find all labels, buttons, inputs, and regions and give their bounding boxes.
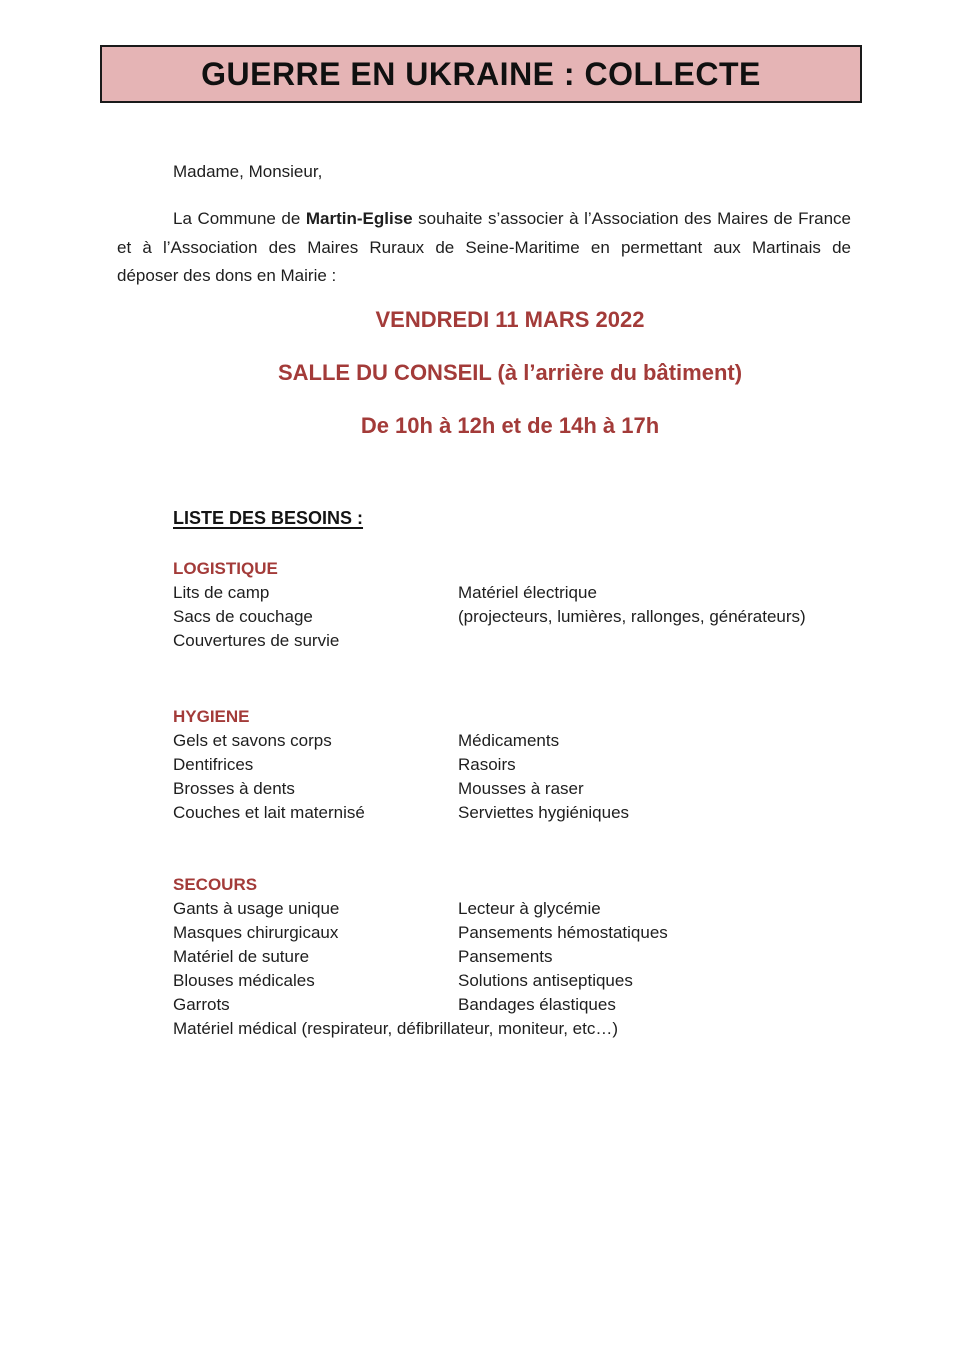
commune-name: Martin-Eglise	[305, 209, 413, 228]
section-secours-heading: SECOURS	[173, 875, 258, 894]
title-banner	[100, 45, 862, 103]
greeting-line: Madame, Monsieur,	[173, 162, 323, 181]
list-item: Couches et lait maternisé	[173, 803, 365, 822]
hygiene-column-2	[458, 729, 873, 825]
list-item: Sacs de couchage	[173, 607, 313, 626]
list-item: Lecteur à glycémie	[458, 899, 601, 918]
list-item-full-width: Matériel médical (respirateur, défibrillateur, moniteur, etc…)	[173, 1019, 619, 1038]
secours-column-2	[458, 897, 873, 1017]
section-logistique	[173, 558, 873, 653]
hygiene-column-1	[173, 729, 458, 825]
list-item: Dentifrices	[173, 755, 254, 774]
page-title: GUERRE EN UKRAINE : COLLECTE	[201, 55, 761, 92]
section-hygiene-heading: HYGIENE	[173, 707, 250, 726]
section-secours	[173, 874, 873, 1041]
list-item: Gants à usage unique	[173, 899, 340, 918]
intro-paragraph	[117, 205, 851, 291]
section-hygiene-columns	[173, 729, 873, 825]
list-item: Blouses médicales	[173, 971, 315, 990]
section-hygiene	[173, 706, 873, 825]
logistique-column-1	[173, 581, 458, 653]
intro-line-3: déposer des dons en Mairie :	[117, 266, 337, 285]
event-date: VENDREDI 11 MARS 2022	[375, 307, 645, 332]
needs-list-title: LISTE DES BESOINS :	[173, 508, 364, 528]
list-item: Solutions antiseptiques	[458, 971, 633, 990]
section-logistique-columns	[173, 581, 873, 653]
list-item: Médicaments	[458, 731, 560, 750]
list-item: Matériel électrique	[458, 583, 597, 602]
list-item: Pansements hémostatiques	[458, 923, 668, 942]
list-item: Rasoirs	[458, 755, 516, 774]
intro-text-after: souhaite s’associer à l’Association des Maires de France	[412, 209, 851, 228]
list-item: Garrots	[173, 995, 230, 1014]
event-location: SALLE DU CONSEIL (à l’arrière du bâtiment)	[277, 360, 743, 385]
intro-line-1	[117, 205, 851, 234]
list-item: Lits de camp	[173, 583, 270, 602]
logistique-column-2	[458, 581, 873, 629]
list-item: Matériel de suture	[173, 947, 310, 966]
list-item: (projecteurs, lumières, rallonges, générateurs)	[458, 607, 806, 626]
list-item: Gels et savons corps	[173, 731, 332, 750]
list-item: Couvertures de survie	[173, 631, 340, 650]
list-item: Serviettes hygiéniques	[458, 803, 630, 822]
intro-text-before: La Commune de	[173, 209, 306, 228]
list-item: Pansements	[458, 947, 553, 966]
list-item: Bandages élastiques	[458, 995, 616, 1014]
list-item: Mousses à raser	[458, 779, 584, 798]
secours-column-1	[173, 897, 458, 1017]
section-logistique-heading: LOGISTIQUE	[173, 559, 278, 578]
intro-line-2: et à l’Association des Maires Ruraux de Seine-Maritime en permettant aux Martinais de	[117, 237, 851, 257]
list-item: Brosses à dents	[173, 779, 295, 798]
list-item: Masques chirurgicaux	[173, 923, 339, 942]
section-secours-columns	[173, 897, 873, 1017]
event-hours: De 10h à 12h et de 14h à 17h	[360, 413, 660, 438]
